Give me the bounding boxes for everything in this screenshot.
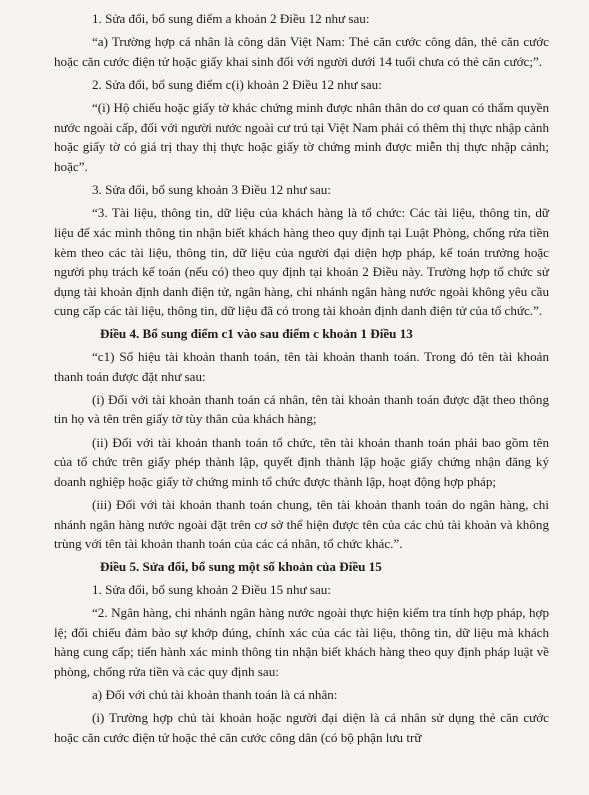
paragraph: “(i) Hộ chiếu hoặc giấy tờ khác chứng minh được nhân thân do cơ quan có thẩm quyền nước ngoài cấp, đối với người nước ngoài cư trú tại Việt Nam phải có thêm thị thực nhập cảnh hoặc giấy tờ có giá trị thay thị thực hoặc giấy tờ chứng minh được miễn thị thực nhập cảnh; hoặc”. xyxy=(54,100,549,174)
paragraph: “3. Tài liệu, thông tin, dữ liệu của khách hàng là tổ chức: Các tài liệu, thông tin, dữ liệu để xác minh thông tin nhận biết khách hàng theo quy định tại Luật Phòng, chống rửa tiền kèm theo các tài liệu, thông tin, dữ liệu của người đại diện hợp pháp, kế toán trưởng hoặc người phụ trách kế toán (nếu có) theo quy định tại khoản 2 Điều này. Trường hợp tổ chức sử dụng tài khoản định danh điện tử, ngân hàng, chi nhánh ngân hàng nước ngoài không yêu cầu cung cấp các tài liệu, thông tin, dữ liệu đã có trong tài khoản định danh điện tử của tổ chức.”. xyxy=(54,205,549,319)
paragraph: (iii) Đối với tài khoản thanh toán chung, tên tài khoản thanh toán do ngân hàng, chi nhánh ngân hàng nước ngoài đặt trên cơ sở thể hiện được tên của các chủ tài khoản và không trùng với tên tài khoản thanh toán của các cá nhân, tổ chức khác.”. xyxy=(54,497,549,552)
paragraph: “a) Trường hợp cá nhân là công dân Việt Nam: Thẻ căn cước công dân, thẻ căn cước hoặc căn cước điện tử hoặc giấy khai sinh đối với người dưới 14 tuổi chưa có thẻ căn cước;”. xyxy=(54,34,549,69)
paragraph: 3. Sửa đổi, bổ sung khoản 3 Điều 12 như sau: xyxy=(92,182,331,198)
paragraph: 1. Sửa đổi, bổ sung khoản 2 Điều 15 như sau: xyxy=(92,581,331,597)
article-heading: Điều 4. Bổ sung điểm c1 vào sau điểm c khoản 1 Điều 13 xyxy=(100,326,413,342)
paragraph: 1. Sửa đổi, bổ sung điểm a khoản 2 Điều 12 như sau: xyxy=(92,11,370,26)
paragraph: (i) Trường hợp chủ tài khoản hoặc người đại diện là cá nhân sử dụng thẻ căn cước hoặc căn cước điện tử hoặc thẻ căn cước công dân (có bộ phận lưu trữ xyxy=(54,710,549,745)
article-heading: Điều 5. Sửa đổi, bổ sung một số khoản của Điều 15 xyxy=(100,559,382,575)
paragraph: “c1) Số hiệu tài khoản thanh toán, tên tài khoản thanh toán. Trong đó tên tài khoản thanh toán được đặt như sau: xyxy=(54,349,549,384)
paragraph: (i) Đối với tài khoản thanh toán cá nhân, tên tài khoản thanh toán được đặt theo thông tin họ và tên trên giấy tờ tùy thân của khách hàng; xyxy=(54,391,549,427)
paragraph: “2. Ngân hàng, chi nhánh ngân hàng nước ngoài thực hiện kiểm tra tính hợp pháp, hợp lệ; đối chiếu đảm bảo sự khớp đúng, chính xác của các tài liệu, thông tin, dữ liệu mà khách hàng cung cấp; tiến hành xác minh thông tin nhận biết khách hàng theo quy định pháp luật về phòng, chống rửa tiền và các quy định sau: xyxy=(54,605,549,679)
paragraph: 2. Sửa đổi, bổ sung điểm c(i) khoản 2 Điều 12 như sau: xyxy=(92,76,382,92)
paragraph: a) Đối với chủ tài khoản thanh toán là cá nhân: xyxy=(92,687,338,703)
paragraph: (ii) Đối với tài khoản thanh toán tổ chức, tên tài khoản thanh toán phải bao gồm tên của tổ chức trên giấy phép thành lập, quyết định thành lập hoặc giấy chứng nhận đăng ký doanh nghiệp hoặc giấy tờ chứng minh tổ chức được thành lập, hoạt động hợp pháp; xyxy=(54,434,549,489)
